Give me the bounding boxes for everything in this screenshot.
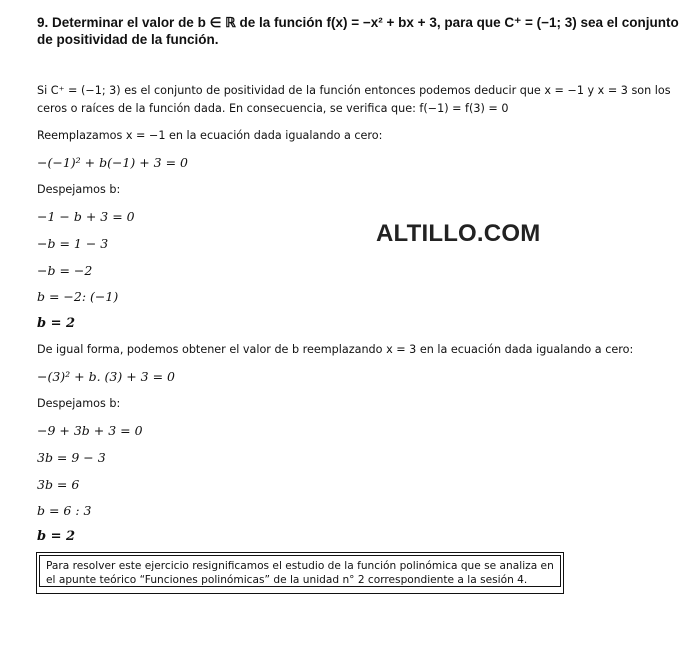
result-2: b = 2 xyxy=(37,529,76,544)
intro-line-2: ceros o raíces de la función dada. En consecuencia, se verifica que: f(−1) = f(3) = 0 xyxy=(37,102,509,115)
equation-1b: −b = 1 − 3 xyxy=(37,236,109,251)
reference-note-box xyxy=(36,552,564,594)
watermark-logo: ALTILLO.COM xyxy=(376,220,541,247)
note-line-2: el apunte teórico “Funciones polinómicas” de la unidad n° 2 correspondiente a la sesión 4. xyxy=(46,574,528,586)
step1-text: Reemplazamos x = −1 en la ecuación dada igualando a cero: xyxy=(37,129,383,142)
question-title xyxy=(37,14,687,48)
equation-2a: −9 + 3b + 3 = 0 xyxy=(37,423,143,438)
note-line-1: Para resolver este ejercicio resignificamos el estudio de la función polinómica que se analiza en xyxy=(46,560,554,572)
equation-2b: 3b = 9 − 3 xyxy=(37,450,106,465)
despejamos-1: Despejamos b: xyxy=(37,183,121,196)
result-1: b = 2 xyxy=(37,316,76,331)
question-line-2: de positividad de la función. xyxy=(37,32,219,47)
intro-line-1: Si C⁺ = (−1; 3) es el conjunto de positividad de la función entonces podemos deducir que x = −1 y x = 3 son los xyxy=(37,84,671,97)
step2-equation: −(3)² + b. (3) + 3 = 0 xyxy=(37,369,176,384)
equation-1a: −1 − b + 3 = 0 xyxy=(37,209,135,224)
equation-1c: −b = −2 xyxy=(37,263,93,278)
reference-note-inner xyxy=(39,555,561,587)
equation-1d: b = −2: (−1) xyxy=(37,289,119,304)
equation-2c: 3b = 6 xyxy=(37,477,80,492)
step1-equation: −(−1)² + b(−1) + 3 = 0 xyxy=(37,155,189,170)
question-line-1: 9. Determinar el valor de b ∈ ℝ de la función f(x) = −x² + bx + 3, para que C⁺ = (−1; 3) sea el conjunto xyxy=(37,15,679,30)
step2-text: De igual forma, podemos obtener el valor de b reemplazando x = 3 en la ecuación dada igualando a cero: xyxy=(37,343,634,356)
equation-2d: b = 6 : 3 xyxy=(37,503,92,518)
despejamos-2: Despejamos b: xyxy=(37,397,121,410)
